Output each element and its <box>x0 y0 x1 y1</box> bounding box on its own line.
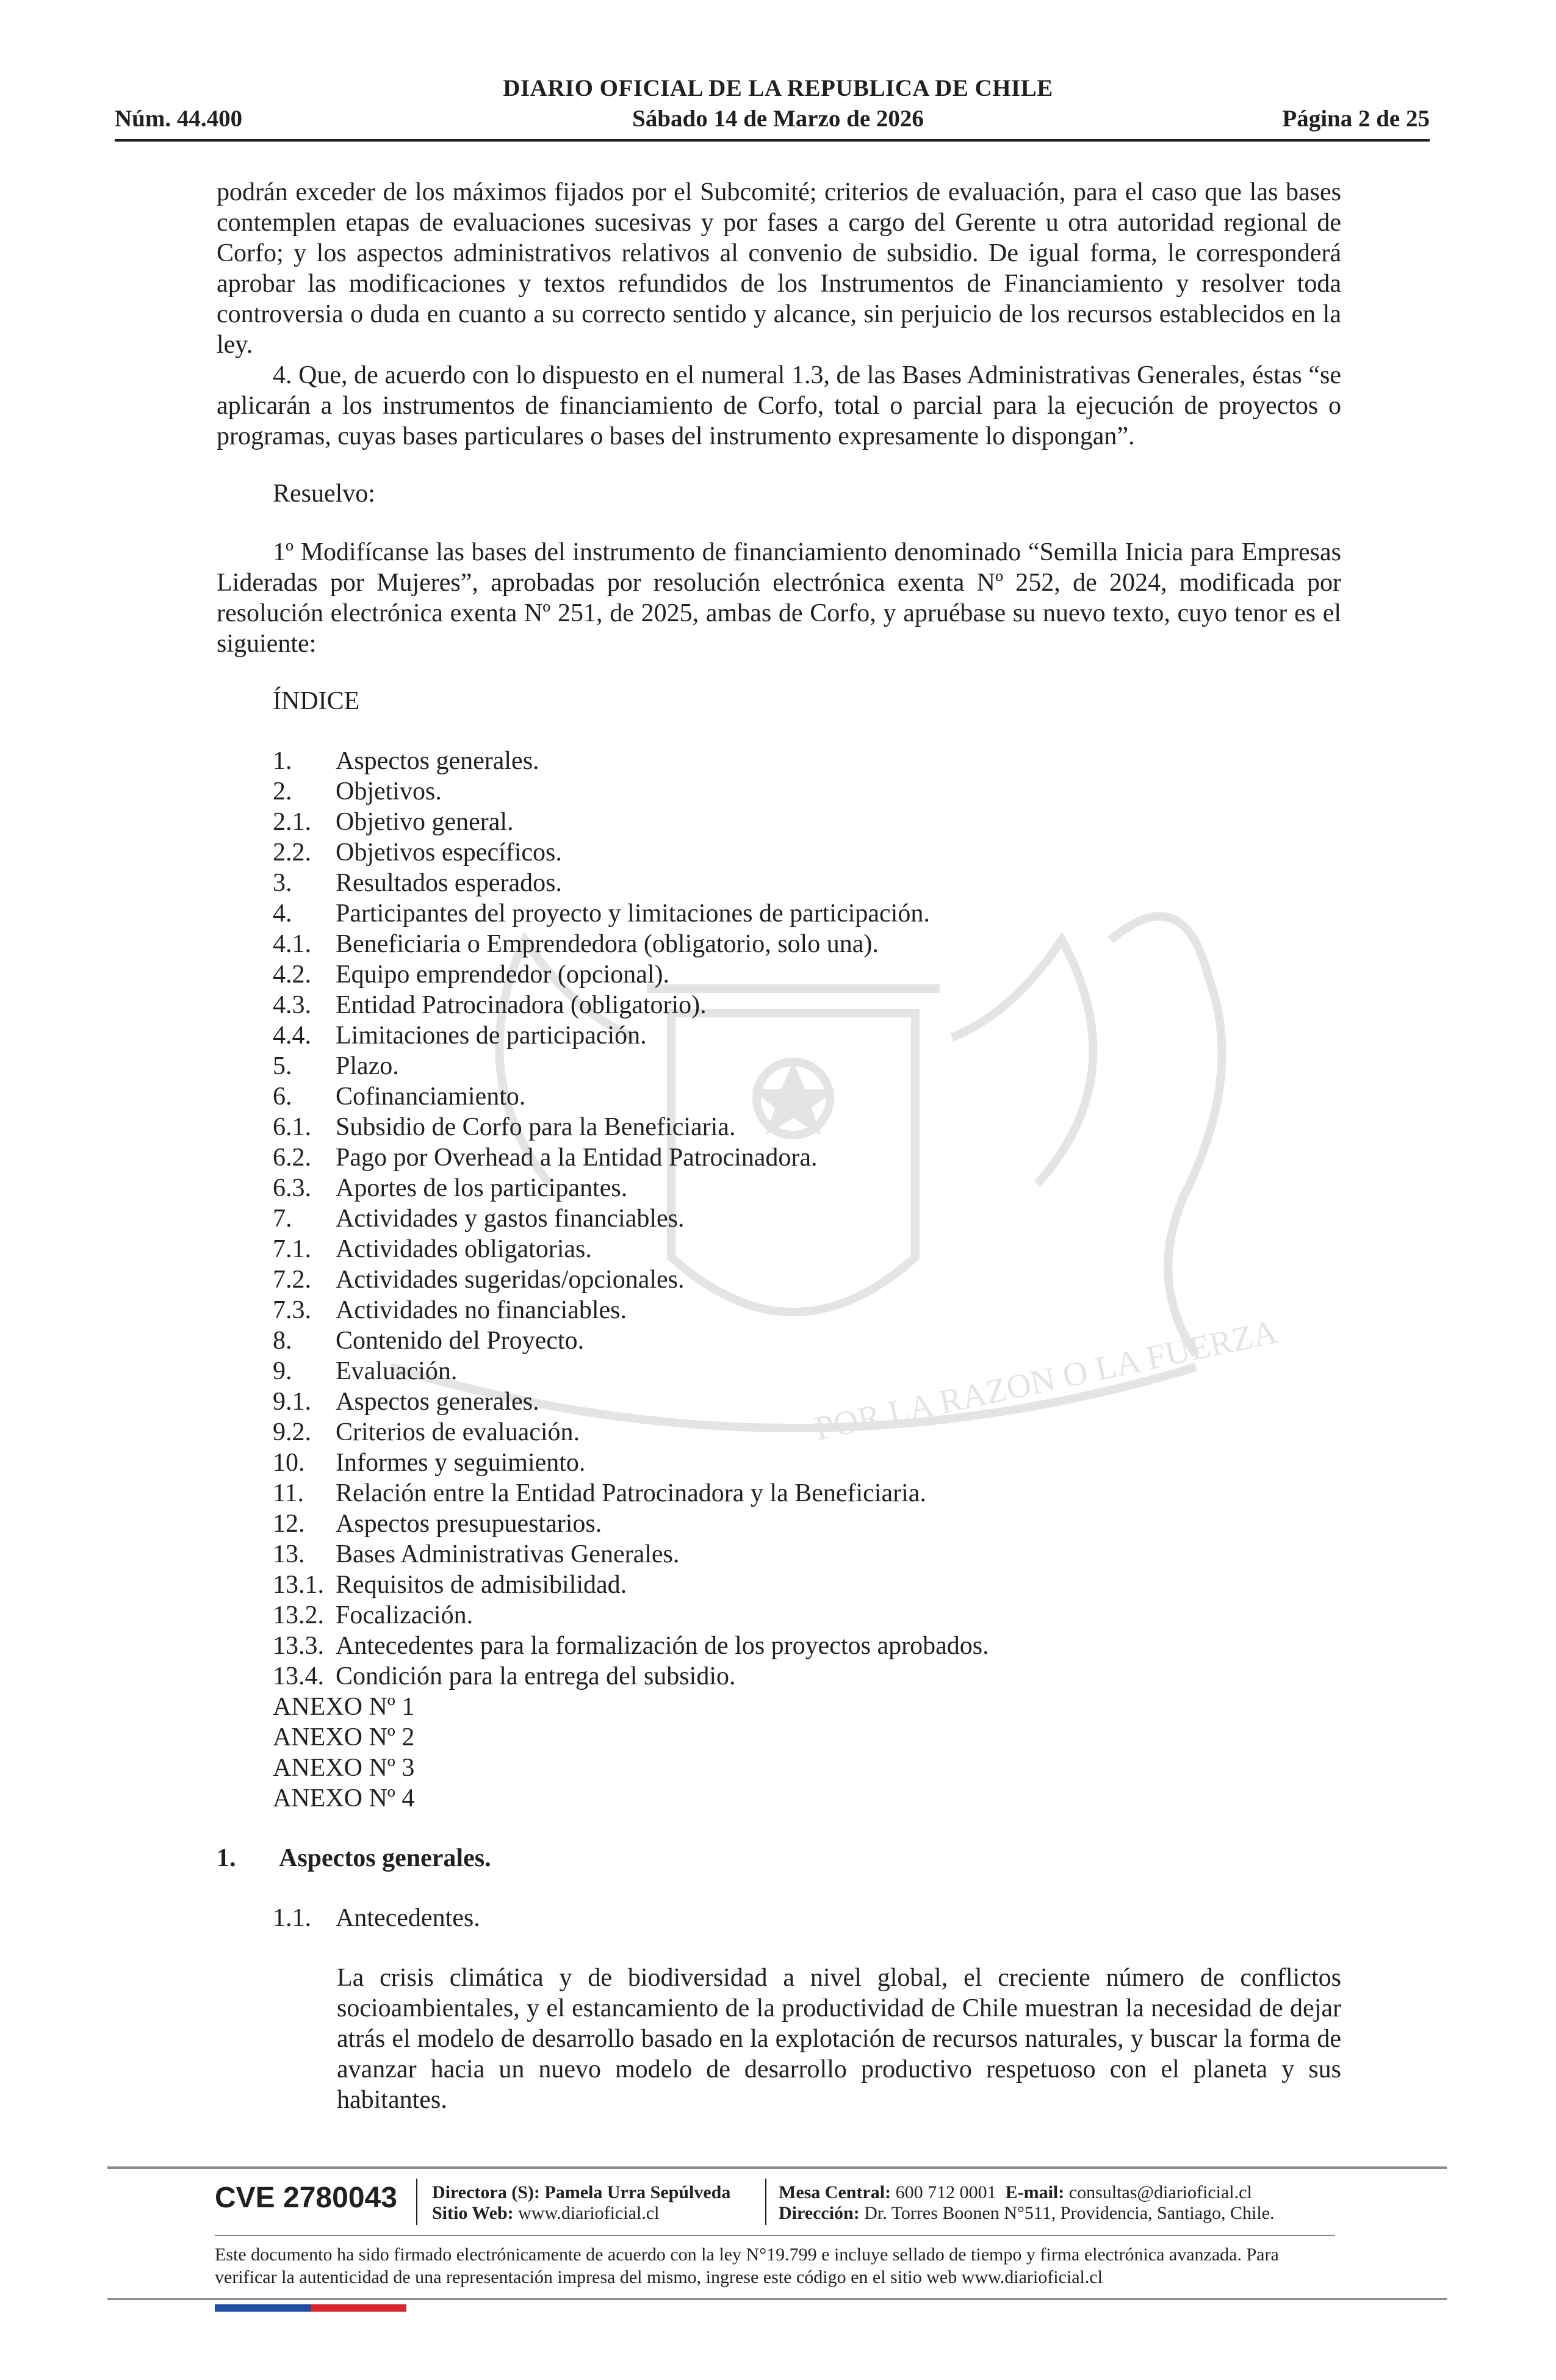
toc-item-label: Contenido del Proyecto. <box>336 1327 585 1355</box>
footer-rule <box>215 2235 1335 2236</box>
toc-item-label: Criterios de evaluación. <box>336 1418 580 1446</box>
toc-item <box>217 1478 1341 1509</box>
toc-item-number: 6.2. <box>273 1144 311 1172</box>
toc-item <box>217 1448 1341 1478</box>
toc-item-label: Requisitos de admisibilidad. <box>336 1571 627 1599</box>
toc-item-label: Aspectos generales. <box>336 747 539 775</box>
toc-item-number: 2.1. <box>273 808 311 836</box>
toc-item <box>217 1570 1341 1600</box>
toc-item <box>217 746 1341 776</box>
toc-item <box>217 1173 1341 1203</box>
address-label: Dirección: <box>779 2203 860 2223</box>
toc-item-number: 6.1. <box>273 1113 311 1141</box>
toc-item <box>217 1264 1341 1295</box>
toc-item <box>217 898 1341 929</box>
email-label: E-mail: <box>1005 2182 1065 2202</box>
section-heading <box>217 1843 1341 1873</box>
toc-item-label: Actividades y gastos financiables. <box>336 1205 685 1233</box>
toc-item-label: Bases Administrativas Generales. <box>336 1540 680 1568</box>
toc-item <box>217 990 1341 1020</box>
subsection-title: Antecedentes. <box>336 1904 480 1932</box>
toc-item <box>217 1081 1341 1112</box>
section-title: Aspectos generales. <box>279 1844 491 1872</box>
toc-item-label: Resultados esperados. <box>336 869 562 897</box>
paragraph-4: 4. Que, de acuerdo con lo dispuesto en el numeral 1.3, de las Bases Administrativas Generales, éstas “se aplicarán a los instrumentos de financiamiento de Corfo, total o parcial para la ejecución de proyectos o programas, cuyas bases particulares o bases del instrumento expresamente lo dispongan”. <box>217 361 1341 450</box>
footer-rule <box>107 2298 1447 2300</box>
index-title: ÍNDICE <box>273 687 360 715</box>
footer-separator <box>765 2179 766 2225</box>
section-number: 1. <box>217 1844 236 1872</box>
toc-item-number: 4. <box>273 900 292 928</box>
toc-item-label: Actividades obligatorias. <box>336 1235 592 1263</box>
paragraph-antecedentes: La crisis climática y de biodiversidad a nivel global, el creciente número de conflictos socioambientales, y el estancamiento de la productividad de Chile muestran la necesidad de dejar atrás el modelo de desarrollo basado en la explotación de recursos naturales, y buscar la forma de avanzar hacia un nuevo modelo de desarrollo productivo respetuoso con el planeta y sus habitantes. <box>337 1964 1341 2114</box>
footer-separator <box>416 2179 417 2225</box>
toc-item <box>217 1234 1341 1264</box>
toc-item-label: Subsidio de Corfo para la Beneficiaria. <box>336 1113 736 1141</box>
toc-item-label: Aspectos generales. <box>336 1388 539 1416</box>
toc-item-number: 9.2. <box>273 1418 311 1446</box>
toc-item-label: Informes y seguimiento. <box>336 1449 586 1477</box>
toc-item <box>217 1417 1341 1448</box>
toc-item-label: Evaluación. <box>336 1357 458 1385</box>
paragraph-continuation <box>217 177 1341 452</box>
watermark-motto: POR LA RAZON O LA FUERZA <box>811 1313 1281 1448</box>
annex-item: ANEXO Nº 1 <box>273 1693 415 1721</box>
toc-item-number: 6. <box>273 1083 292 1111</box>
table-of-contents <box>217 746 1341 1692</box>
toc-item-label: Cofinanciamiento. <box>336 1083 526 1111</box>
toc-item <box>217 1142 1341 1173</box>
toc-item-label: Pago por Overhead a la Entidad Patrocinadora. <box>336 1144 818 1172</box>
flag-stripe-red <box>311 2304 406 2312</box>
toc-item <box>217 1539 1341 1570</box>
paragraph-resolution-1: 1º Modifícanse las bases del instrumento de financiamiento denominado “Semilla Inicia para Empresas Lideradas por Mujeres”, aprobadas por resolución electrónica exenta Nº 252, de 2024, modificada por resolución electrónica exenta Nº 251, de 2025, ambas de Corfo, y apruébase su nuevo texto, cuyo tenor es el siguiente: <box>217 538 1341 658</box>
toc-item-number: 4.3. <box>273 991 311 1019</box>
toc-item-number: 7.3. <box>273 1296 311 1324</box>
toc-item <box>217 1509 1341 1539</box>
header-rule <box>115 139 1430 142</box>
toc-item <box>217 1631 1341 1661</box>
toc-item-number: 7.2. <box>273 1266 311 1294</box>
toc-item-number: 7. <box>273 1205 292 1233</box>
toc-item-number: 2.2. <box>273 838 311 867</box>
toc-item-label: Beneficiaria o Emprendedora (obligatorio, solo una). <box>336 930 879 958</box>
toc-item-label: Relación entre la Entidad Patrocinadora y la Beneficiaria. <box>336 1479 926 1507</box>
toc-item-label: Plazo. <box>336 1052 399 1080</box>
subsection-heading <box>217 1903 1341 1933</box>
page-number: Página 2 de 25 <box>1282 106 1430 132</box>
toc-item-number: 7.1. <box>273 1235 311 1263</box>
director-name: Pamela Urra Sepúlveda <box>544 2182 731 2202</box>
flag-stripe-blue <box>215 2304 311 2312</box>
annex-item: ANEXO Nº 3 <box>273 1754 415 1782</box>
toc-item-label: Entidad Patrocinadora (obligatorio). <box>336 991 707 1019</box>
toc-item-label: Condición para la entrega del subsidio. <box>336 1662 736 1690</box>
toc-item-number: 3. <box>273 869 292 897</box>
toc-item <box>217 1051 1341 1081</box>
toc-item <box>217 959 1341 990</box>
phone-label: Mesa Central: <box>779 2182 891 2202</box>
toc-item <box>217 1387 1341 1417</box>
director-label: Directora (S): <box>432 2182 540 2202</box>
paragraph: podrán exceder de los máximos fijados por el Subcomité; criterios de evaluación, para el caso que las bases contemplen etapas de evaluaciones sucesivas y por fases a cargo del Gerente u otra autoridad regional de Corfo; y los aspectos administrativos relativos al convenio de subsidio. De igual forma, le corresponderá aprobar las modificaciones y textos refundidos de los Instrumentos de Financiamiento y resolver toda controversia o duda en cuanto a su correcto sentido y alcance, sin perjuicio de los recursos establecidos en la ley. <box>217 178 1341 359</box>
web-label: Sitio Web: <box>432 2203 514 2223</box>
toc-item-label: Aportes de los participantes. <box>336 1174 628 1202</box>
toc-item <box>217 929 1341 959</box>
newspaper-title: DIARIO OFICIAL DE LA REPUBLICA DE CHILE <box>503 75 1053 101</box>
toc-item-number: 8. <box>273 1327 292 1355</box>
email-link[interactable]: consultas@diarioficial.cl <box>1068 2182 1252 2202</box>
toc-item-number: 9. <box>273 1357 292 1385</box>
toc-item <box>217 1600 1341 1631</box>
toc-item-number: 13.3. <box>273 1632 324 1660</box>
toc-item-label: Actividades no financiables. <box>336 1296 627 1324</box>
toc-item <box>217 868 1341 898</box>
toc-item-number: 9.1. <box>273 1388 311 1416</box>
toc-item <box>217 1325 1341 1356</box>
phone-value: 600 712 0001 <box>895 2182 996 2202</box>
address-value: Dr. Torres Boonen N°511, Providencia, Santiago, Chile. <box>864 2203 1275 2223</box>
toc-item-label: Antecedentes para la formalización de los proyectos aprobados. <box>336 1632 989 1660</box>
annex-item: ANEXO Nº 4 <box>273 1784 415 1812</box>
toc-item <box>217 1020 1341 1051</box>
toc-item-label: Objetivos específicos. <box>336 838 562 867</box>
toc-item-number: 10. <box>273 1449 305 1477</box>
toc-item-label: Objetivos. <box>336 777 442 806</box>
toc-item <box>217 837 1341 868</box>
toc-item-number: 13.1. <box>273 1571 324 1599</box>
toc-item <box>217 1203 1341 1234</box>
toc-item-number: 13.2. <box>273 1601 324 1629</box>
toc-item <box>217 1356 1341 1387</box>
toc-item-label: Equipo emprendedor (opcional). <box>336 961 669 989</box>
toc-item-number: 13.4. <box>273 1662 324 1690</box>
subsection-number: 1.1. <box>273 1904 311 1932</box>
toc-item <box>217 776 1341 807</box>
footer-rule <box>107 2166 1447 2169</box>
toc-item-label: Aspectos presupuestarios. <box>336 1510 602 1538</box>
toc-item-label: Focalización. <box>336 1601 474 1629</box>
toc-item <box>217 807 1341 837</box>
issue-date: Sábado 14 de Marzo de 2026 <box>632 106 924 132</box>
annex-list <box>217 1692 1341 1814</box>
toc-item-number: 13. <box>273 1540 305 1568</box>
toc-item-number: 1. <box>273 747 292 775</box>
issue-number: Núm. 44.400 <box>115 106 243 132</box>
resuelvo-heading: Resuelvo: <box>273 480 375 508</box>
toc-item-number: 4.4. <box>273 1022 311 1050</box>
toc-item <box>217 1295 1341 1325</box>
toc-item-number: 6.3. <box>273 1174 311 1202</box>
toc-item <box>217 1661 1341 1692</box>
toc-item-number: 4.1. <box>273 930 311 958</box>
footer-editor-info <box>432 2182 730 2224</box>
toc-item-number: 5. <box>273 1052 292 1080</box>
toc-item-number: 11. <box>273 1479 304 1507</box>
annex-item: ANEXO Nº 2 <box>273 1723 415 1751</box>
toc-item-label: Objetivo general. <box>336 808 514 836</box>
toc-item-label: Limitaciones de participación. <box>336 1022 647 1050</box>
toc-item-number: 12. <box>273 1510 305 1538</box>
toc-item-number: 4.2. <box>273 961 311 989</box>
cve-code: CVE 2780043 <box>215 2182 397 2214</box>
toc-item <box>217 1112 1341 1142</box>
toc-item-label: Actividades sugeridas/opcionales. <box>336 1266 685 1294</box>
signature-note: Este documento ha sido firmado electrónicamente de acuerdo con la ley N°19.799 e incluye sellado de tiempo y firma electrónica avanzada. Para verificar la autenticidad de una representación impresa del mismo, ingrese este código en el sitio web www.diarioficial.cl <box>215 2245 1279 2287</box>
web-link[interactable]: www.diarioficial.cl <box>518 2203 660 2223</box>
toc-item-number: 2. <box>273 777 292 806</box>
toc-item-label: Participantes del proyecto y limitaciones de participación. <box>336 900 930 928</box>
footer-contact-info <box>779 2182 1275 2224</box>
